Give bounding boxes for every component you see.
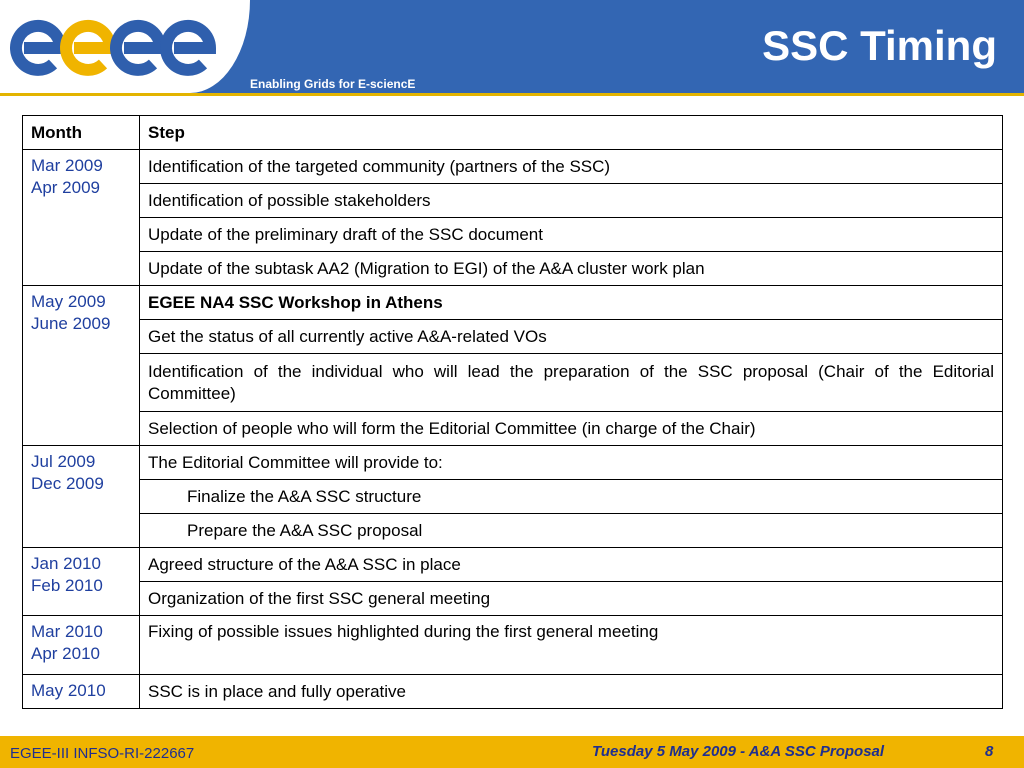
step-cell: Identification of possible stakeholders — [140, 184, 1003, 218]
step-cell: Update of the preliminary draft of the SSC document — [140, 218, 1003, 252]
step-cell: Agreed structure of the A&A SSC in place — [140, 548, 1003, 582]
month-cell — [23, 150, 140, 286]
step-cell: Update of the subtask AA2 (Migration to EGI) of the A&A cluster work plan — [140, 252, 1003, 286]
step-cell: EGEE NA4 SSC Workshop in Athens — [140, 286, 1003, 320]
table-row — [23, 446, 1003, 480]
month-label: Mar 2009 — [31, 156, 103, 175]
month-label: Jan 2010 — [31, 554, 101, 573]
column-header-month: Month — [23, 116, 140, 150]
footer-project-id: EGEE-III INFSO-RI-222667 — [10, 745, 195, 762]
month-label: May 2010 — [31, 681, 106, 700]
slide-title: SSC Timing — [762, 22, 997, 69]
month-cell — [23, 548, 140, 616]
table-row — [23, 480, 1003, 514]
month-label: Dec 2009 — [31, 474, 104, 493]
table-row — [23, 320, 1003, 354]
step-subitem: Finalize the A&A SSC structure — [187, 486, 422, 506]
month-label: Jul 2009 — [31, 452, 96, 471]
step-cell: Fixing of possible issues highlighted during the first general meeting — [140, 616, 1003, 675]
table-row — [23, 150, 1003, 184]
month-cell — [23, 446, 140, 548]
month-label: Mar 2010 — [31, 622, 103, 641]
slide-footer — [0, 736, 1024, 768]
table-row — [23, 582, 1003, 616]
page-number: 8 — [985, 743, 994, 760]
slide-header — [0, 0, 1024, 96]
step-cell: Identification of the individual who will lead the preparation of the SSC proposal (Chair of the Editorial Committee) — [140, 354, 1003, 412]
table-row — [23, 184, 1003, 218]
step-cell: Identification of the targeted community (partners of the SSC) — [140, 150, 1003, 184]
month-label: Apr 2010 — [31, 644, 100, 663]
month-label: Apr 2009 — [31, 178, 100, 197]
column-header-step: Step — [140, 116, 1003, 150]
month-label: May 2009 — [31, 292, 106, 311]
step-subitem: Prepare the A&A SSC proposal — [187, 520, 423, 540]
header-accent-line — [0, 93, 1024, 96]
table-row — [23, 252, 1003, 286]
month-cell — [23, 286, 140, 446]
table-row — [23, 675, 1003, 709]
month-label: Feb 2010 — [31, 576, 103, 595]
table-row — [23, 616, 1003, 675]
table-row — [23, 548, 1003, 582]
egee-logo — [10, 12, 235, 82]
step-cell: The Editorial Committee will provide to: — [140, 446, 1003, 480]
table-row — [23, 354, 1003, 412]
table-row — [23, 218, 1003, 252]
month-cell — [23, 675, 140, 709]
tagline: Enabling Grids for E-sciencE — [250, 77, 416, 91]
table-row — [23, 412, 1003, 446]
step-cell: Get the status of all currently active A&A-related VOs — [140, 320, 1003, 354]
step-cell: SSC is in place and fully operative — [140, 675, 1003, 709]
timing-table — [22, 115, 1003, 709]
month-label: June 2009 — [31, 314, 111, 333]
step-cell: Organization of the first SSC general meeting — [140, 582, 1003, 616]
step-cell — [140, 514, 1003, 548]
step-cell — [140, 480, 1003, 514]
table-row — [23, 286, 1003, 320]
month-cell — [23, 616, 140, 675]
table-header-row — [23, 116, 1003, 150]
footer-date-title: Tuesday 5 May 2009 - A&A SSC Proposal — [592, 743, 885, 760]
table-row — [23, 514, 1003, 548]
step-cell: Selection of people who will form the Editorial Committee (in charge of the Chair) — [140, 412, 1003, 446]
